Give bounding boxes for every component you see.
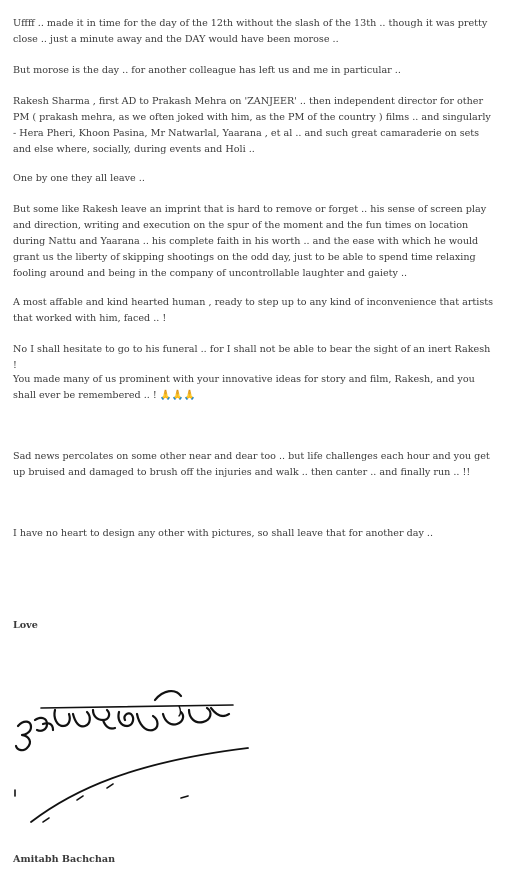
paragraph-funeral: No I shall hesitate to go to his funeral .. for I shall not be able to bear the sight of an inert Rakesh !: [13, 344, 491, 371]
paragraph-rakesh-sharma: Rakesh Sharma , first AD to Prakash Mehra on 'ZANJEER' .. then independent director for other PM ( prakash mehra, as we often joked with him, as the PM of the country ) films .. and singularly - Hera Pheri, Khoon Pasina, Mr Natwarlal, Yaarana , et al .. and such great camaraderie on sets and else where, socially, during events and Holi ..: [13, 96, 491, 155]
paragraph-imprint: But some like Rakesh leave an imprint that is hard to remove or forget .. his sense of screen play and direction, writing and execution on the spur of the moment and the fun times on location during Nattu and Yaarana .. his complete faith in his worth .. and the ease with which he would grant us the liberty of skipping shootings on the odd day, just to be able to spend time relaxing fooling around and being in the company of uncontrollable laughter and gaiety ..: [13, 204, 487, 279]
handwritten-signature: [13, 680, 253, 830]
paragraph-intro: Uffff .. made it in time for the day of the 12th without the slash of the 13th .. though it was pretty close .. just a minute away and the DAY would have been morose ..: [13, 18, 488, 45]
closing-love: Love: [13, 620, 38, 631]
paragraph-sad-news: Sad news percolates on some other near and dear too .. but life challenges each hour and you get up bruised and damaged to brush off the injuries and walk .. then canter .. and finally run .. !!: [13, 451, 490, 478]
paragraph-morose: But morose is the day .. for another colleague has left us and me in particular ..: [13, 65, 401, 76]
paragraph-one-by-one: One by one they all leave ..: [13, 173, 145, 184]
paragraph-remembered: You made many of us prominent with your innovative ideas for story and film, Rakesh, and you shall ever be remembered .. ! 🙏🙏🙏: [13, 374, 475, 401]
author-name: Amitabh Bachchan: [13, 854, 116, 865]
paragraph-no-heart: I have no heart to design any other with pictures, so shall leave that for another day ..: [13, 528, 434, 539]
paragraph-affable: A most affable and kind hearted human , ready to step up to any kind of inconvenience that artists that worked with him, faced .. !: [13, 297, 494, 324]
